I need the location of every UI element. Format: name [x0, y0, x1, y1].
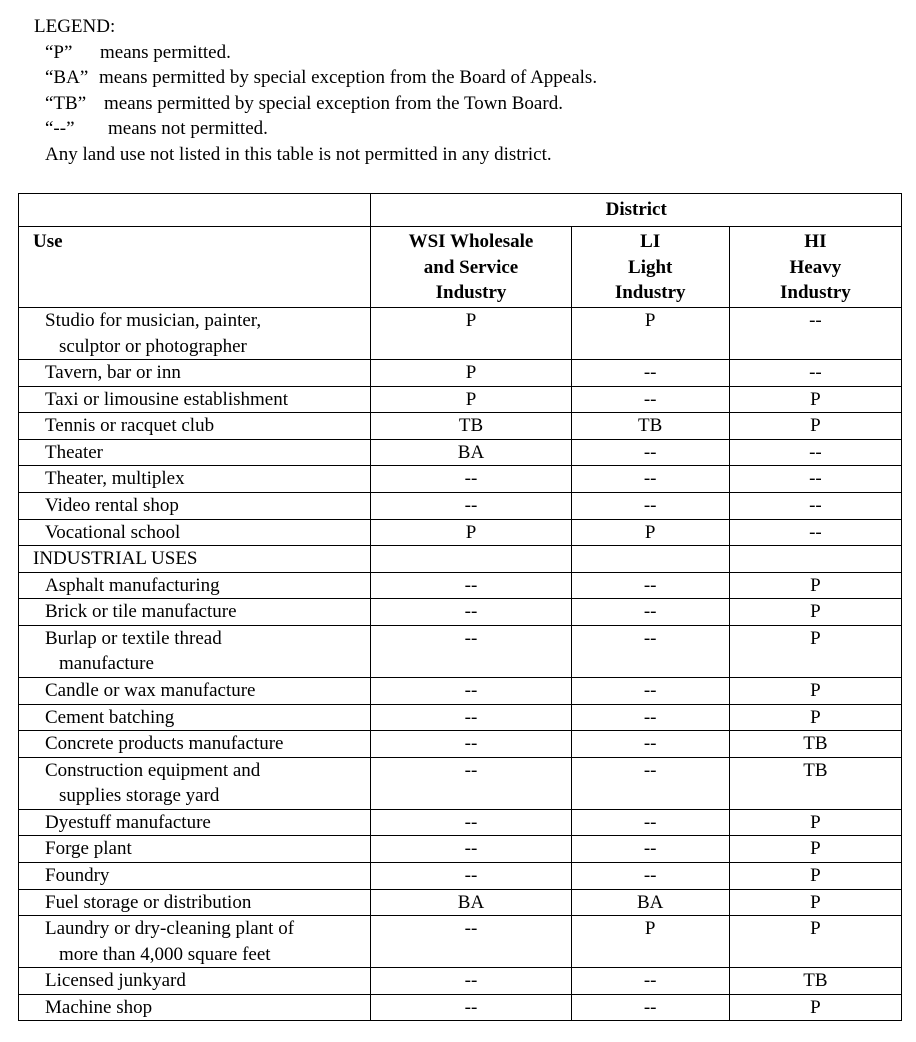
hi-cell: P — [729, 572, 901, 599]
table-row — [19, 572, 902, 599]
li-cell: P — [571, 519, 729, 546]
wsi-cell: BA — [371, 889, 571, 916]
wsi-cell: -- — [371, 731, 571, 758]
li-cell: -- — [571, 572, 729, 599]
table-row — [19, 862, 902, 889]
use-text: Concrete products manufacture — [45, 733, 284, 755]
use-text: sculptor or photographer — [59, 335, 247, 357]
hi-cell: -- — [729, 466, 901, 493]
header-line: WSI Wholesale — [408, 231, 534, 252]
table-row — [19, 916, 902, 968]
use-cell — [19, 677, 371, 704]
legend-note: Any land use not listed in this table is not permitted in any district. — [45, 143, 552, 165]
wsi-cell: -- — [371, 572, 571, 599]
li-cell: -- — [571, 466, 729, 493]
table-row — [19, 439, 902, 466]
hi-cell: P — [729, 916, 901, 968]
wsi-cell: -- — [371, 836, 571, 863]
use-cell — [19, 757, 371, 809]
table-row — [19, 386, 902, 413]
li-cell: -- — [571, 599, 729, 626]
use-text: manufacture — [59, 653, 154, 675]
li-cell: P — [571, 308, 729, 360]
wsi-cell: -- — [371, 625, 571, 677]
hi-cell: TB — [729, 731, 901, 758]
li-cell: -- — [571, 439, 729, 466]
wsi-cell: -- — [371, 916, 571, 968]
li-cell: -- — [571, 386, 729, 413]
empty-cell — [571, 546, 729, 573]
table-row — [19, 731, 902, 758]
hi-cell: P — [729, 625, 901, 677]
table-row — [19, 704, 902, 731]
use-cell — [19, 360, 371, 387]
use-cell — [19, 413, 371, 440]
legend-text: means permitted. — [100, 41, 231, 63]
use-cell — [19, 889, 371, 916]
header-empty-cell — [19, 194, 371, 227]
use-cell — [19, 625, 371, 677]
li-cell: -- — [571, 731, 729, 758]
table-row — [19, 994, 902, 1021]
header-line: Industry — [435, 282, 507, 303]
use-text: Licensed junkyard — [45, 970, 186, 992]
wsi-cell: TB — [371, 413, 571, 440]
legend-line-tb — [34, 91, 597, 117]
use-cell — [19, 836, 371, 863]
li-cell: -- — [571, 809, 729, 836]
column-header-li — [571, 227, 729, 308]
wsi-cell: P — [371, 360, 571, 387]
li-cell: -- — [571, 994, 729, 1021]
li-cell: -- — [571, 360, 729, 387]
hi-cell: P — [729, 599, 901, 626]
legend-text: means not permitted. — [108, 118, 268, 140]
use-cell — [19, 704, 371, 731]
legend-symbol: “TB” — [45, 92, 87, 114]
table-row — [19, 836, 902, 863]
use-cell — [19, 308, 371, 360]
legend-line-ba — [34, 65, 597, 91]
hi-cell: TB — [729, 968, 901, 995]
legend-symbol: “P” — [45, 41, 73, 63]
table-row — [19, 809, 902, 836]
use-cell — [19, 492, 371, 519]
use-cell — [19, 731, 371, 758]
use-text: Taxi or limousine establishment — [45, 388, 288, 410]
legend-text: means permitted by special exception from the Board of Appeals. — [99, 67, 598, 89]
header-line: Heavy — [789, 256, 842, 278]
table-row — [19, 466, 902, 493]
wsi-cell: -- — [371, 599, 571, 626]
header-line: and Service — [423, 256, 519, 278]
district-header: District — [371, 194, 902, 227]
header-row-district — [19, 194, 902, 227]
table-row — [19, 360, 902, 387]
use-text: supplies storage yard — [59, 785, 220, 807]
use-text: Machine shop — [45, 996, 153, 1018]
li-cell: P — [571, 916, 729, 968]
wsi-cell: -- — [371, 677, 571, 704]
wsi-cell: -- — [371, 492, 571, 519]
li-cell: TB — [571, 413, 729, 440]
use-text: more than 4,000 square feet — [59, 943, 271, 965]
table-row — [19, 492, 902, 519]
use-cell — [19, 968, 371, 995]
hi-cell: P — [729, 862, 901, 889]
li-cell: -- — [571, 757, 729, 809]
hi-cell: P — [729, 386, 901, 413]
li-cell: -- — [571, 677, 729, 704]
legend-symbol: “--” — [45, 118, 75, 140]
section-row — [19, 546, 902, 573]
use-text: Theater — [45, 441, 104, 463]
hi-cell: P — [729, 677, 901, 704]
legend-text: means permitted by special exception from the Town Board. — [104, 92, 563, 114]
li-cell: -- — [571, 968, 729, 995]
column-header-hi — [729, 227, 901, 308]
hi-cell: -- — [729, 492, 901, 519]
use-cell — [19, 862, 371, 889]
table-row — [19, 757, 902, 809]
table-row — [19, 413, 902, 440]
li-cell: -- — [571, 625, 729, 677]
hi-cell: P — [729, 889, 901, 916]
li-cell: -- — [571, 836, 729, 863]
use-text: Tennis or racquet club — [45, 415, 215, 437]
hi-cell: P — [729, 809, 901, 836]
use-cell — [19, 572, 371, 599]
use-text: Brick or tile manufacture — [45, 601, 237, 623]
legend — [34, 14, 597, 168]
use-text: Dyestuff manufacture — [45, 811, 211, 833]
hi-cell: -- — [729, 519, 901, 546]
column-header-wsi — [371, 227, 571, 308]
wsi-cell: -- — [371, 809, 571, 836]
li-cell: -- — [571, 492, 729, 519]
header-line: Light — [628, 256, 673, 278]
use-cell — [19, 599, 371, 626]
hi-cell: TB — [729, 757, 901, 809]
legend-title: LEGEND: — [34, 16, 116, 37]
wsi-cell: -- — [371, 968, 571, 995]
wsi-cell: P — [371, 386, 571, 413]
use-text: Asphalt manufacturing — [45, 574, 220, 596]
header-line: Industry — [614, 282, 686, 303]
legend-symbol: “BA” — [45, 67, 89, 89]
legend-line-not — [34, 116, 597, 142]
wsi-cell: -- — [371, 704, 571, 731]
use-cell — [19, 916, 371, 968]
use-text: Tavern, bar or inn — [45, 362, 181, 383]
header-row-columns — [19, 227, 902, 308]
wsi-cell: BA — [371, 439, 571, 466]
hi-cell: -- — [729, 360, 901, 387]
table-row — [19, 625, 902, 677]
hi-cell: P — [729, 704, 901, 731]
header-line: HI — [804, 231, 827, 252]
table-body — [19, 308, 902, 1021]
use-cell — [19, 386, 371, 413]
li-cell: BA — [571, 889, 729, 916]
header-line: LI — [640, 231, 661, 252]
use-text: Forge plant — [45, 838, 132, 860]
hi-cell: -- — [729, 308, 901, 360]
wsi-cell: P — [371, 308, 571, 360]
use-text: Burlap or textile thread — [45, 627, 222, 649]
use-cell — [19, 809, 371, 836]
use-text: Candle or wax manufacture — [45, 679, 256, 701]
table-row — [19, 889, 902, 916]
wsi-cell: -- — [371, 466, 571, 493]
use-text: Theater, multiplex — [45, 468, 185, 490]
use-text: Studio for musician, painter, — [45, 310, 262, 331]
use-text: Cement batching — [45, 706, 175, 728]
section-label: INDUSTRIAL USES — [19, 546, 371, 573]
table-row — [19, 677, 902, 704]
use-text: Vocational school — [45, 521, 181, 543]
use-text: Foundry — [45, 864, 110, 886]
hi-cell: P — [729, 413, 901, 440]
table-row — [19, 599, 902, 626]
hi-cell: P — [729, 836, 901, 863]
use-cell — [19, 519, 371, 546]
use-cell — [19, 466, 371, 493]
wsi-cell: -- — [371, 757, 571, 809]
table-row — [19, 519, 902, 546]
use-text: Fuel storage or distribution — [45, 891, 252, 913]
use-text: Video rental shop — [45, 494, 179, 516]
header-line: Industry — [780, 282, 851, 303]
empty-cell — [729, 546, 901, 573]
use-text: Construction equipment and — [45, 759, 261, 781]
hi-cell: P — [729, 994, 901, 1021]
use-cell — [19, 994, 371, 1021]
wsi-cell: -- — [371, 862, 571, 889]
wsi-cell: P — [371, 519, 571, 546]
table-row — [19, 308, 902, 360]
use-cell — [19, 439, 371, 466]
li-cell: -- — [571, 704, 729, 731]
wsi-cell: -- — [371, 994, 571, 1021]
hi-cell: -- — [729, 439, 901, 466]
table-row — [19, 968, 902, 995]
li-cell: -- — [571, 862, 729, 889]
use-header: Use — [19, 227, 371, 308]
use-table — [18, 193, 902, 1021]
use-text: Laundry or dry-cleaning plant of — [45, 918, 295, 940]
legend-line-p — [34, 40, 597, 66]
empty-cell — [371, 546, 571, 573]
